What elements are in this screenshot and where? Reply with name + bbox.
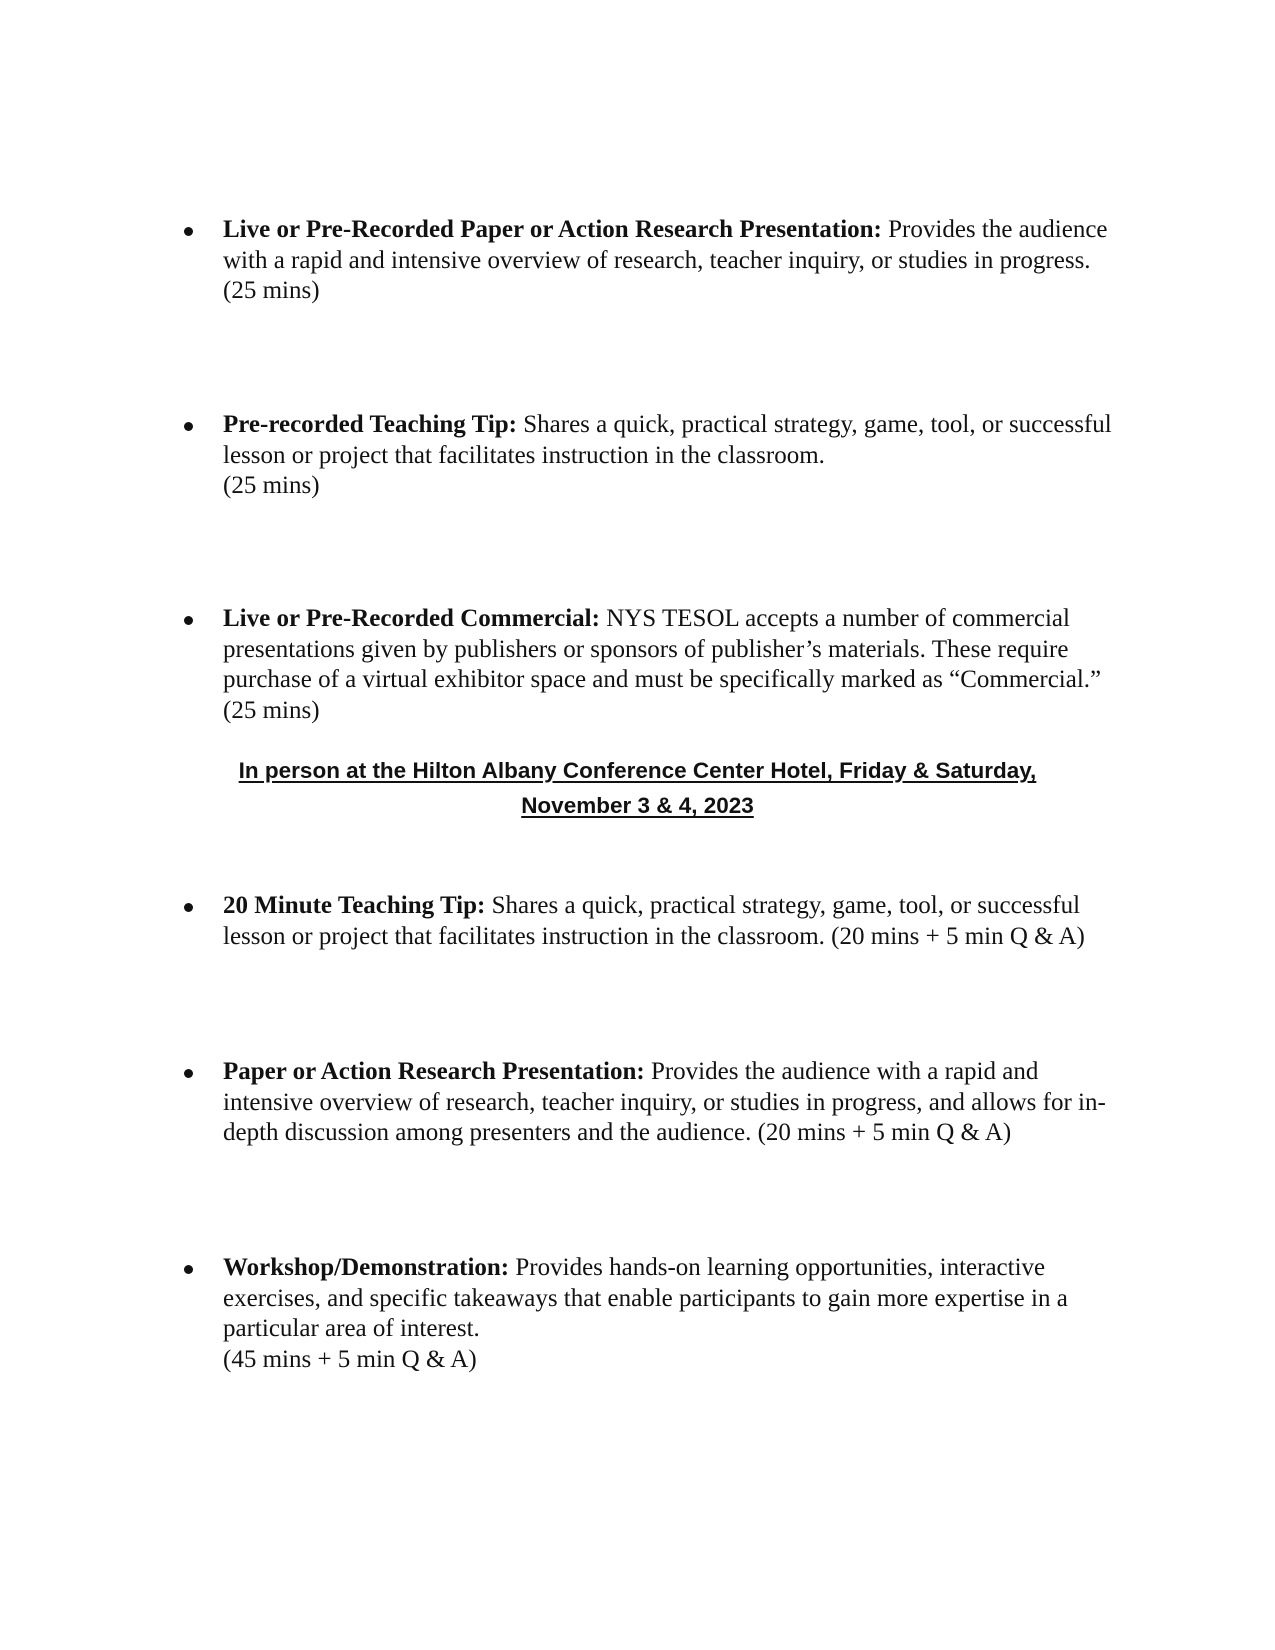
item-term: 20 Minute Teaching Tip: xyxy=(223,892,486,919)
list-item-text xyxy=(223,891,1114,952)
section-heading-line-2: November 3 & 4, 2023 xyxy=(521,793,754,818)
bullet-icon xyxy=(184,616,193,625)
bullet-icon xyxy=(184,903,193,912)
bullet-icon xyxy=(184,227,193,236)
section-heading xyxy=(150,753,1125,823)
list-item xyxy=(184,1057,1114,1149)
item-description: Provides the audience with a rapid and intensive overview of research, teacher inquiry, or studies in progress, and allows for in-depth discussion among presenters and the audience. (20 mins + 5 min Q & A) xyxy=(223,1058,1106,1146)
item-description: Shares a quick, practical strategy, game, tool, or successful lesson or project that facilitates instruction in the classroom. xyxy=(223,411,1112,469)
list-item-text xyxy=(223,410,1114,502)
item-term: Pre-recorded Teaching Tip: xyxy=(223,411,517,438)
list-item-text xyxy=(223,604,1114,726)
item-description: Provides the audience with a rapid and intensive overview of research, teacher inquiry, or studies in progress. xyxy=(223,216,1108,274)
section-heading-line-1: In person at the Hilton Albany Conference Center Hotel, Friday & Saturday, xyxy=(238,758,1037,783)
item-term: Paper or Action Research Presentation: xyxy=(223,1058,645,1085)
item-term: Live or Pre-Recorded Paper or Action Research Presentation: xyxy=(223,216,882,243)
bullet-icon xyxy=(184,1265,193,1274)
list-item-text xyxy=(223,215,1114,307)
item-description: NYS TESOL accepts a number of commercial presentations given by publishers or sponsors of publisher’s materials. These require purchase of a virtual exhibitor space and must be specifically marked as “Commercial.” (25 mins) xyxy=(223,605,1102,724)
item-description: Shares a quick, practical strategy, game, tool, or successful lesson or project that facilitates instruction in the classroom. (20 mins + 5 min Q & A) xyxy=(223,892,1085,950)
list-item xyxy=(184,215,1114,307)
item-duration: (25 mins) xyxy=(223,277,320,304)
item-duration: (45 mins + 5 min Q & A) xyxy=(223,1345,477,1373)
bullet-icon xyxy=(184,1069,193,1078)
list-item-text xyxy=(223,1253,1114,1375)
item-duration: (25 mins) xyxy=(223,472,320,499)
list-item-text xyxy=(223,1057,1114,1149)
list-item xyxy=(184,1253,1114,1375)
list-item xyxy=(184,891,1114,952)
item-term: Live or Pre-Recorded Commercial: xyxy=(223,605,600,632)
list-item xyxy=(184,604,1114,726)
item-term: Workshop/Demonstration: xyxy=(223,1254,510,1281)
bullet-icon xyxy=(184,422,193,431)
list-item xyxy=(184,410,1114,502)
item-description: Provides hands-on learning opportunities, interactive exercises, and specific takeaways that enable participants to gain more expertise in a particular area of interest. xyxy=(223,1254,1068,1342)
